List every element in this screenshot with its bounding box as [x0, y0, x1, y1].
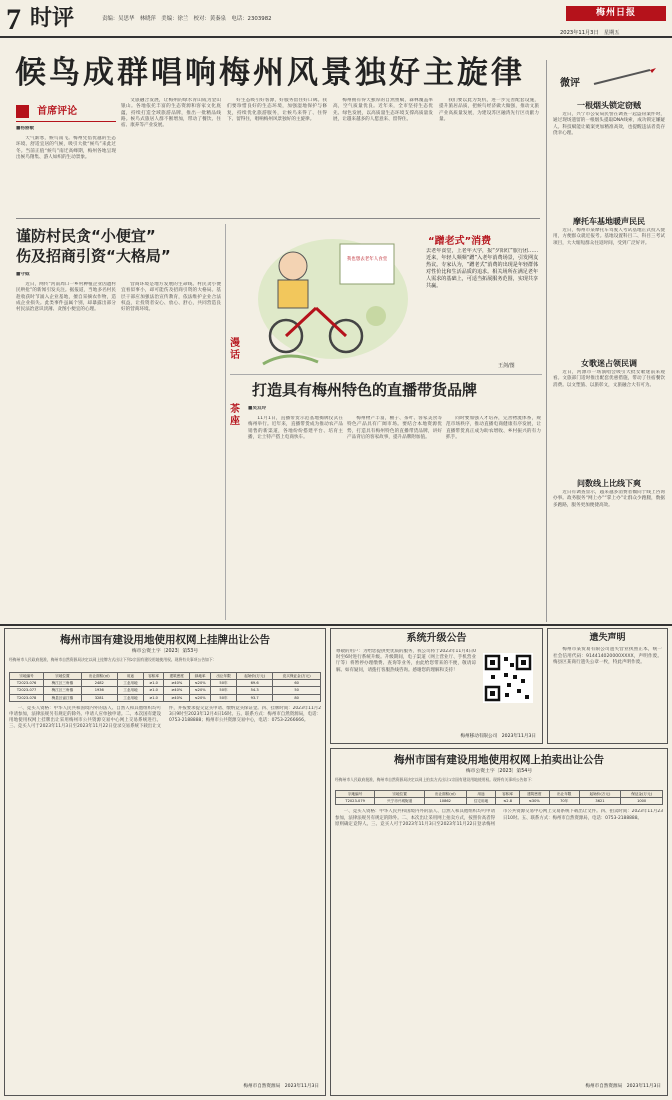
article2-body2: 营商环境是地方发展的生命线。村民贪小便宜看似事小，却可能伤及招商引资的大格局。基层干部应加强法治宣传教育，依法维护企业合法权益，让投资者安心、放心、舒心，共同营造良好的营商环境。: [121, 282, 221, 313]
article3-byline: ■吴双玲: [248, 406, 267, 411]
table-row: T2023-077 梅江区三角镇 1936 工业用地 ≥1.0 ≥40% ≤20% 50年 54.3 50: [10, 687, 321, 694]
manhua-sign: 王剑/图: [498, 363, 515, 369]
n4-th: 用途: [466, 791, 496, 798]
n1-th: 竞买保证金(万元): [273, 673, 321, 680]
notice1-date: 梅州市自然资源局 2023年11月3日: [243, 1084, 319, 1089]
n1-th: 宗地编号: [10, 673, 44, 680]
notice4: [330, 748, 668, 1096]
notice1-number: 梅市公资土字〔2023〕第53号: [131, 649, 199, 654]
pen-icon: [590, 66, 660, 88]
sidebar-title-4: 问数线上比线下爽: [577, 479, 641, 488]
article2-title-line1: 谨防村民贪“小便宜”: [16, 227, 156, 245]
notice3-title: 遗失声明: [589, 633, 626, 643]
n4-th: 容积率: [496, 791, 519, 798]
sidebar-title-3: 女歌迷占领民调: [581, 359, 637, 368]
n4-th: 出让年限: [549, 791, 579, 798]
article3-headline: 打造具有梅州特色的直播带货品牌: [252, 381, 478, 399]
notice1-title: 梅州市国有建设用地使用权网上挂牌出让公告: [60, 634, 270, 646]
notice1: [4, 628, 326, 1096]
n1-th: 出让年限: [210, 673, 236, 680]
table-row: T2023-076 梅江区三角镇 2482 工业用地 ≥1.0 ≥40% ≤20% 50年 69.6 60: [10, 680, 321, 687]
n4-th: 宗地位置: [375, 791, 425, 798]
article1-col3: 好生态吸引好客源，好服务留住好口碑。我们要珍惜良好的生态环境，加强湿地保护与修复，持续优化旅游服务，让候鸟来得了、住得下、留得住，唱响梅州风景独好的主旋律。: [227, 98, 327, 122]
n4-th: 保证金(万元): [621, 791, 663, 798]
sidebar-title-1: 一根烟头锁定窃贼: [577, 101, 641, 110]
notice2-title: 系统升级公告: [406, 633, 467, 644]
article3-label: 茶座: [230, 404, 240, 427]
article1-lead: 天气渐寒，候鸟南飞。梅州凭借优越的生态环境、舒适宜居的气候，吸引大批“候鸟”来此过冬。当前正值“候鸟”南迁高峰期，梅州各地呈现出候鸟翔集、游人如织的生动景象。: [16, 136, 116, 160]
sidebar-body-3: 近日，河源市一场演唱会吸引大批女歌迷前来观看。文旅部门适时推出配套优惠措施，带动了住宿餐饮消费。以文塑旅、以旅彰文，文旅融合大有可为。: [553, 370, 665, 388]
notice4-table: [335, 790, 663, 805]
notice4-intro: 经梅州市人民政府批准，梅州市自然资源局决定以网上拍卖方式出让1宗国有建设用地使用权。现将有关事项公告如下：: [335, 777, 535, 782]
table-row: T2023-079 兴宁市兴城街道 10862 住宅用地 ≤2.8 ≤30% 70年 3621 1000: [336, 798, 663, 805]
cartoon-illustration: [248, 224, 418, 370]
article3-body1: 11月1日，直播带货示范基地揭牌仪式在梅州举行。近年来，直播带货成为推动农产品销售的新渠道，各地纷纷搭建平台、培育主播，让土特产搭上电商快车。: [248, 416, 343, 440]
notice4-body: 一、竞买人资格：中华人民共和国境内外的法人、自然人和其他组织均可申请参加，法律法规另有规定的除外。二、本次出让采用网上拍卖方式，按照价高者得原则确定竞得人。三、竞买人可于2023年11月3日至2023年11月22日登录梅州市公共资源交易中心网上交易系统下载出让文件。四、拍卖时间：2023年11月23日10时。五、联系方式：梅州市自然资源局，电话：0753-2188888。: [335, 809, 663, 827]
notice2: [330, 628, 543, 744]
article1-col2: 文旅融合发展，让梅州的绿水青山成为金山银山。各地依托丰富的生态资源和客家文化底蕴，持续打造全域旅游品牌，推出一批精品线路。候鸟式旅居人群不断增加，带动了餐饮、住宿、康养等产业发展。: [121, 98, 221, 129]
notice2-company: 梅州移动有限公司 2023年11月3日: [460, 734, 536, 739]
n1-th: 建筑密度: [164, 673, 190, 680]
qr-code-icon: [483, 653, 533, 703]
article1-col4: 梅州拥有得天独厚的自然禀赋，森林覆盖率高，空气质量优良。近年来，全市坚持生态优先、绿色发展，以高质量生态环境支撑高质量发展，让越来越多的人愿意来、留得住。: [333, 98, 433, 122]
sidebar-body-1: 近日，兴宁市公安局民警在调查一起盗窃案件时，通过现场遗留的一根烟头提取DNA线索，成功锁定嫌疑人。科技赋能让破案更加精准高效，也提醒违法者莫存侥幸心理。: [553, 112, 665, 136]
n1-th: 容积率: [143, 673, 163, 680]
notice3-body: 梅州市某贸易有限公司遗失营业执照正本，统一社会信用代码：914414020000XXXX，声明作废。梅县区某商行遗失公章一枚，特此声明作废。: [553, 647, 662, 666]
n4-th: 宗地编号: [336, 791, 375, 798]
section-title: 时评: [30, 6, 75, 31]
n4-th: 出让面积(㎡): [424, 791, 466, 798]
article1-byline: ■杨丽敏: [16, 126, 35, 131]
manhua-title: “蹭老式”消费: [428, 236, 492, 247]
article1-col5: 我们要以此为契机，进一步完善配套设施，提升旅居品质，把候鸟经济做大做强，推动文旅产业高质量发展，为建设苏区融湾先行区贡献力量。: [439, 98, 539, 122]
notice3: [547, 628, 668, 744]
notice4-date: 梅州市自然资源局 2023年11月3日: [585, 1084, 661, 1089]
n4-th: 起始价(万元): [579, 791, 621, 798]
article3-body2: 梅州物产丰富，柚子、茶叶、客家美食等特色产品具有广阔市场。要结合本地资源优势，打造具有梅州特色的直播带货品牌，讲好产品背后的客家故事，提升品牌附加值。: [347, 416, 442, 440]
sidebar-label: 微评: [560, 78, 580, 89]
page-number: 7: [6, 3, 21, 36]
sidebar-body-4: 近日有调查显示，越来越多消费者倾向于线上咨询办事。政务服务“网上办”“掌上办”让群众少跑腿，数据多跑路，服务更加便捷高效。: [553, 490, 665, 508]
notice4-title: 梅州市国有建设用地使用权网上拍卖出让公告: [394, 754, 604, 766]
manhua-label: 漫话: [230, 338, 240, 361]
sidebar-body-2: 近日，梅州市某摩托车驾驶人考试基地正式投入使用，方便群众就近报考。基地设置科目二、科目三考试项目，大大缩短群众往返时间，受到广泛好评。: [553, 228, 665, 246]
issue-date: 2023年11月3日 星期五: [560, 30, 620, 36]
notice1-body: 一、竞买人资格：中华人民共和国境内外的法人、自然人和其他组织均可申请参加，法律法规另有规定的除外。申请人应单独申请。二、本次国有建设用地使用权网上挂牌出让采用梅州市公共资源交易中心网上交易系统进行。三、竞买人可于2023年11月3日至2023年11月22日登录交易系统下载出让文件，并按要求提交竞买申请、缴纳竞买保证金。四、挂牌时间：2023年11月23日9时至2023年12月4日16时。五、联系方式：梅州市自然资源局，电话：0753-2188888；梅州市公共资源交易中心，电话：0753-2266666。: [9, 705, 321, 730]
masthead-logo: 梅州日报: [566, 6, 666, 21]
cartoon-bubble-text: 我也想去老年人食堂: [346, 257, 388, 262]
editor-info: 责编：吴思华 林晓萍 美编：徐兰 校对：黄秦泉 电话：2303982: [102, 16, 272, 22]
n1-th: 出让面积(㎡): [81, 673, 117, 680]
table-row: T2023-078 梅县区畲江镇 3281 工业用地 ≥1.0 ≥40% ≤20% 50年 93.7 80: [10, 694, 321, 701]
n1-th: 宗地位置: [44, 673, 81, 680]
n1-th: 绿地率: [190, 673, 211, 680]
column-tag: 首席评论: [16, 105, 77, 118]
article2-byline: ■守钺: [16, 272, 30, 277]
notice1-intro: 经梅州市人民政府批准，梅州市自然资源局决定以网上挂牌方式出让下列2宗国有建设用地使用权。现将有关事项公告如下：: [9, 657, 217, 662]
sidebar-title-2: 摩托车基地暖声民民: [573, 217, 645, 226]
article2-title-line2: 伤及招商引资“大格局”: [16, 247, 171, 265]
n4-th: 建筑密度: [519, 791, 549, 798]
article2-body1: 近日，网传“河南周口一乡村种植企业因遭村民哄抢”的新闻引发关注。据报道，当地多名村民趁收获时节涌入企业基地，擅自采摘农作物，造成企业损失。此类事件虽属个别，却暴露出部分村民法治意识淡薄、贪图小便宜的心理。: [16, 282, 116, 313]
article3-body3: 同时要加强人才培养，完善物流体系，规范市场秩序，推动直播电商健康有序发展，让直播带货真正成为助农增收、乡村振兴的有力抓手。: [446, 416, 541, 440]
notice1-table: [9, 672, 321, 702]
notice4-number: 梅市公资土字〔2023〕第54号: [465, 769, 533, 774]
n1-th: 起始价(万元): [237, 673, 273, 680]
main-headline: 候鸟成群唱响梅州风景独好主旋律: [15, 55, 525, 91]
manhua-desc: 去老年食堂，上老年大学，报“夕阳红”旅行团……近来，年轻人频频“蹭”入老年消费场景，引发网友热议。专家认为，“蹭老式”消费的出现是年轻群体对性价比和生活品质的追求。相关场所在满足老年人需求的基础上，可适当拓展服务范围，实现共享共赢。: [426, 248, 539, 289]
notice2-body: 尊敬的用户：为给您提供更优质的服务，我公司将于2023年11月4日0时至6时进行系统升级。升级期间，电子渠道（网上营业厅、手机营业厅等）将暂停办理缴费、查询等业务，由此给您带来的不便，敬请谅解。如有疑问，请拨打客服热线咨询。感谢您的理解和支持！: [336, 649, 476, 673]
n1-th: 用途: [117, 673, 143, 680]
